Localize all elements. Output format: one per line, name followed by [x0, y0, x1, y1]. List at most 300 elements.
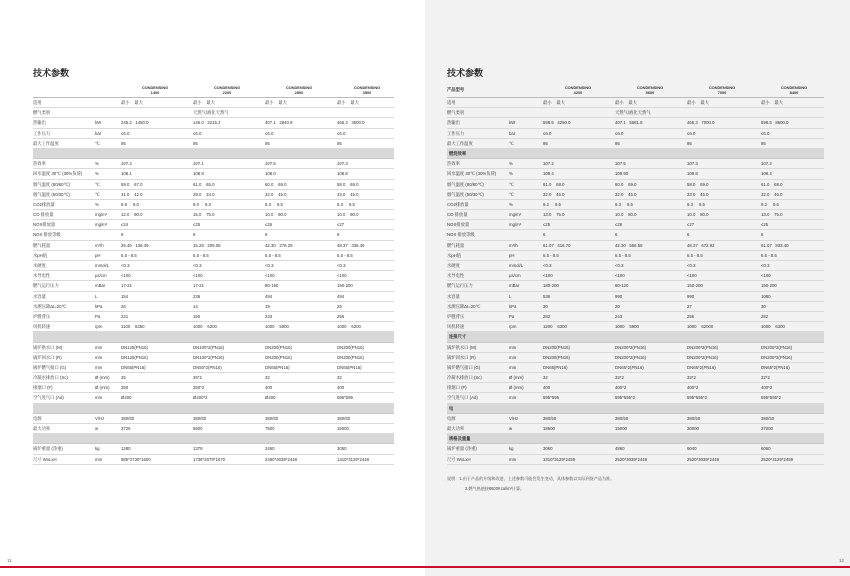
- row-value: 990: [687, 293, 695, 299]
- section-header: [447, 434, 824, 444]
- section-header: [447, 404, 824, 414]
- row-value: 最小 最大: [687, 100, 709, 105]
- table-row: [447, 383, 824, 393]
- row-value: <0.3: [337, 263, 346, 268]
- row-unit: %: [95, 201, 99, 207]
- model-name: CONDENSING: [636, 85, 664, 90]
- row-value: 最小 最大: [761, 100, 783, 105]
- row-value: 2520*3129*2459: [761, 456, 794, 462]
- row-value: 2520*3039*2449: [687, 456, 720, 462]
- row-value: 25: [337, 303, 342, 309]
- row-value: 3050: [337, 446, 347, 452]
- model-name: CONDENSING: [780, 85, 808, 90]
- row-value: 15000: [615, 426, 627, 431]
- row-value: ≤6.0: [543, 130, 552, 136]
- row-value: 400: [543, 385, 551, 391]
- row-unit: ℃: [95, 181, 100, 187]
- row-value: 10.0 80.0: [265, 212, 287, 218]
- row-value: 2520*3039*2449: [615, 456, 648, 462]
- row-value: 18500: [543, 426, 555, 431]
- row-label: CO2排放量: [447, 201, 469, 207]
- table-row: [447, 302, 824, 312]
- row-label: 锅炉燃气接口 (G): [447, 364, 481, 370]
- row-value: 6: [193, 232, 196, 238]
- row-value: 108.9: [193, 171, 204, 177]
- row-value: 14: [193, 303, 198, 309]
- model-number: 3500: [362, 90, 372, 95]
- row-value: DN200*2(PN16): [761, 354, 793, 360]
- row-value: DN65*2(PN16): [687, 364, 716, 370]
- table-row: [447, 455, 824, 465]
- row-value: 13.0 75.0: [543, 212, 565, 218]
- row-value: 282: [761, 313, 769, 319]
- row-value: Ø200: [265, 395, 276, 401]
- row-value: 9.3 9.5: [687, 201, 705, 207]
- row-value: <100: [121, 273, 131, 279]
- row-unit: ℃: [95, 191, 100, 197]
- row-value: 33.0 45.0: [337, 191, 359, 197]
- row-value: DN100*2(PN16): [193, 344, 225, 350]
- row-value: 6.5 - 8.5: [543, 252, 559, 258]
- row-value: 32*2: [687, 375, 696, 381]
- row-value: ≤24: [121, 222, 129, 228]
- row-value: 天然气/液化天然气: [193, 110, 229, 116]
- row-value: 25.46 138.49: [121, 242, 149, 248]
- row-unit: %: [509, 201, 513, 207]
- table-row: [33, 343, 394, 353]
- row-value: 1738*2079*1670: [193, 456, 226, 462]
- row-value: DN65(PN16): [337, 364, 362, 370]
- row-value: 108.4: [543, 171, 554, 177]
- row-value: 9.3 9.5: [337, 201, 355, 207]
- row-value: 282: [543, 313, 551, 319]
- row-value: DN200(PN16): [337, 344, 364, 350]
- row-value: 256: [687, 313, 695, 319]
- row-value: 32*2: [761, 375, 770, 381]
- row-value: <100: [687, 273, 697, 279]
- model-header: [121, 85, 189, 95]
- row-unit: ℃: [509, 181, 514, 187]
- table-row: [33, 424, 394, 434]
- table-row: [447, 261, 824, 271]
- table-row: [33, 251, 394, 261]
- model-number: 1400: [150, 90, 160, 95]
- row-value: 32.0 46.0: [761, 191, 783, 197]
- row-unit: m³/h: [509, 242, 518, 248]
- row-unit: mmol/L: [509, 263, 524, 268]
- header-label: 产品型号: [447, 87, 465, 92]
- row-label: 空气进气口 (Ad): [33, 395, 64, 401]
- row-value: 180-200: [543, 283, 559, 289]
- row-value: 494: [265, 293, 273, 299]
- row-value: 26: [121, 303, 126, 309]
- table-row: [33, 98, 394, 108]
- table-row: [447, 190, 824, 200]
- table-row: [33, 363, 394, 373]
- table-row: [447, 393, 824, 403]
- row-value: ≤6.0: [337, 130, 346, 136]
- row-value: 32*2: [615, 375, 624, 381]
- row-value: 95: [193, 140, 198, 146]
- table-header: [447, 82, 824, 98]
- row-value: 60.0 69.0: [615, 181, 637, 187]
- row-value: ≤25: [543, 222, 551, 228]
- row-value: 32.0 45.0: [265, 191, 287, 197]
- footer-bar: [0, 566, 850, 568]
- row-value: 6: [687, 232, 690, 238]
- row-unit: mm: [509, 395, 517, 401]
- model-header: [615, 85, 685, 95]
- table-row: [33, 230, 394, 240]
- row-value: 61.0 68.0: [543, 181, 565, 187]
- row-unit: w: [95, 426, 99, 431]
- row-label: 排烟口 (F): [447, 385, 467, 391]
- row-value: 108.1: [121, 171, 132, 177]
- row-unit: kW: [95, 120, 102, 126]
- table-row: [33, 281, 394, 291]
- model-name: CONDENSING: [708, 85, 736, 90]
- row-value: ≤6.0: [615, 130, 624, 136]
- row-value: 9.3 9.5: [265, 201, 283, 207]
- row-unit: mm: [95, 395, 103, 401]
- row-value: 536: [543, 293, 551, 299]
- row-value: 42.30 556.58: [615, 242, 643, 248]
- table-row: [33, 241, 394, 251]
- row-label: 最大工作温度: [447, 140, 473, 146]
- row-label: 适用: [33, 100, 42, 105]
- row-value: 95: [337, 140, 342, 146]
- row-value: 95: [121, 140, 126, 146]
- row-value: <0.3: [265, 263, 274, 268]
- row-label: 水测压降Δt=20℃: [447, 303, 481, 309]
- row-unit: kPa: [509, 303, 517, 309]
- row-value: 7500: [265, 426, 275, 431]
- row-value: DN200(PN16): [265, 354, 292, 360]
- row-label: NOX 排放等级: [447, 232, 475, 238]
- row-label: 尺寸 WxLxH: [447, 456, 471, 462]
- row-label: 风机转速: [447, 324, 465, 330]
- row-value: 48.37 336.46: [337, 242, 365, 248]
- row-value: 最小 最大: [121, 100, 143, 105]
- model-number: 8400: [789, 90, 799, 95]
- row-label: NOX排放量: [447, 222, 470, 228]
- row-unit: ℃: [95, 140, 100, 146]
- row-label: 水硬度: [447, 263, 460, 268]
- model-name: CONDENSING: [285, 85, 313, 90]
- row-value: 2460: [265, 446, 275, 452]
- row-value: 150-200: [761, 283, 777, 289]
- row-value: DN200(PN16): [543, 354, 570, 360]
- row-label: 水pH值: [33, 252, 48, 258]
- row-value: <100: [615, 273, 625, 279]
- row-label: 冷凝水排放口 (Sc): [447, 375, 482, 381]
- table-row: [447, 98, 824, 108]
- section-title: 燃烧效率: [449, 150, 467, 156]
- table-row: [447, 271, 824, 281]
- row-value: 25: [121, 375, 126, 381]
- row-value: DN65*2(PN16): [615, 364, 644, 370]
- row-value: DN65(PN16): [121, 364, 146, 370]
- row-value: 380/50: [265, 415, 279, 421]
- table-row: [33, 302, 394, 312]
- section-header: [447, 332, 824, 342]
- row-unit: Pa: [509, 313, 515, 319]
- row-label: 锅炉供水口 (M): [447, 344, 477, 350]
- row-value: 107.3: [687, 161, 698, 167]
- page-title: 技术参数: [33, 69, 70, 79]
- row-label: NOX排放量: [33, 222, 56, 228]
- row-value: 95: [687, 140, 692, 146]
- row-value: 380/50: [337, 415, 351, 421]
- row-value: 6.5 - 8.5: [687, 252, 703, 258]
- row-label: 锅炉回水口 (R): [33, 354, 62, 360]
- page-title: 技术参数: [447, 69, 484, 79]
- row-value: 最小 最大: [337, 100, 359, 105]
- row-value: 32.0 45.0: [615, 191, 637, 197]
- table-row: [447, 343, 824, 353]
- row-unit: mg/m³: [509, 222, 522, 228]
- model-name: CONDENSING: [213, 85, 241, 90]
- row-label: 燃气耗量: [33, 242, 51, 248]
- section-title: 电: [449, 405, 454, 411]
- row-value: 17-21: [193, 283, 204, 289]
- row-label: 水硬度: [33, 263, 46, 268]
- row-value: 10.0 80.0: [337, 212, 359, 218]
- row-value: 6.5 - 8.5: [193, 252, 209, 258]
- row-unit: ℃: [509, 191, 514, 197]
- row-value: 154: [121, 293, 129, 299]
- row-value: 59.0 67.0: [121, 181, 143, 187]
- table-row: [33, 169, 394, 179]
- row-label: 炉膛背压: [447, 313, 465, 319]
- row-unit: L: [509, 293, 512, 299]
- row-label: 适用: [447, 100, 456, 105]
- table-row: [447, 424, 824, 434]
- row-value: DN65(PN16): [543, 364, 568, 370]
- row-unit: mg/m³: [95, 212, 108, 218]
- row-unit: pH: [509, 252, 515, 258]
- row-unit: %: [95, 171, 99, 177]
- model-name: CONDENSING: [564, 85, 592, 90]
- row-value: 61.07 416.70: [543, 242, 571, 248]
- row-value: 108.0: [265, 171, 276, 177]
- row-value: 最小 最大: [543, 100, 565, 105]
- row-unit: mm: [95, 344, 103, 350]
- model-header: [761, 85, 827, 95]
- row-unit: V/Hz: [509, 415, 519, 421]
- row-unit: mg/m³: [509, 212, 522, 218]
- row-value: 380/50: [615, 415, 629, 421]
- row-label: CO2排放量: [33, 201, 55, 207]
- row-value: 250: [121, 385, 129, 391]
- row-label: 热效率: [447, 161, 460, 167]
- row-unit: w: [509, 426, 513, 431]
- row-value: DN200*2(PN16): [687, 344, 719, 350]
- row-unit: V/Hz: [95, 415, 105, 421]
- row-value: 15000: [337, 426, 349, 431]
- row-value: <0.3: [761, 263, 770, 268]
- row-value: 595*595: [543, 395, 560, 401]
- row-value: 30: [543, 303, 548, 309]
- row-unit: %: [95, 161, 99, 167]
- row-value: 6040: [687, 446, 697, 452]
- row-value: ≤6.0: [121, 130, 130, 136]
- model-number: 4200: [573, 90, 583, 95]
- row-value: 6.5 - 8.5: [121, 252, 137, 258]
- row-unit: ℃: [509, 140, 514, 146]
- table-row: [447, 180, 824, 190]
- row-label: 回水温度 30℃ (30%负荷): [447, 171, 497, 177]
- row-value: 108.8: [687, 171, 698, 177]
- row-value: 5500: [193, 426, 203, 431]
- row-value: ≤26: [615, 222, 623, 228]
- row-value: DN200(PN16): [337, 354, 364, 360]
- row-value: <100: [543, 273, 553, 279]
- row-value: 3060: [543, 446, 553, 452]
- row-unit: mBar: [95, 283, 106, 289]
- model-header: [193, 85, 261, 95]
- row-value: 243: [615, 313, 623, 319]
- table-row: [33, 210, 394, 220]
- row-value: ≤25: [761, 222, 769, 228]
- row-unit: mm: [509, 364, 517, 370]
- row-value: 6.5 - 8.5: [337, 252, 353, 258]
- row-label: 燃气耗量: [447, 242, 465, 248]
- row-value: DN125(PN16): [121, 354, 148, 360]
- row-value: 1100 6350: [121, 324, 145, 330]
- model-header: [265, 85, 333, 95]
- row-unit: mmol/L: [95, 263, 110, 268]
- row-value: 256: [337, 313, 345, 319]
- table-row: [447, 444, 824, 454]
- row-value: 146.0 2215.2: [193, 120, 221, 126]
- table-row: [447, 200, 824, 210]
- page-number-left: 11: [7, 558, 12, 563]
- table-row: [447, 322, 824, 332]
- table-row: [447, 353, 824, 363]
- table-row: [33, 190, 394, 200]
- row-value: 400: [265, 385, 273, 391]
- row-unit: kg: [95, 446, 100, 452]
- row-value: ≤6.0: [193, 130, 202, 136]
- row-label: 回水温度 30℃ (30%负荷): [33, 171, 83, 177]
- note-line-1: 说明：1.由于产品的升级和改进，上述参数可能会发生变动，具体参数以实际到货产品为准。: [447, 476, 615, 481]
- row-label: 最大功率: [33, 426, 51, 431]
- row-value: 380/50: [687, 415, 701, 421]
- row-label: 燃气类别: [447, 110, 465, 116]
- row-value: 最小 最大: [265, 100, 287, 105]
- table-row: [33, 118, 394, 128]
- row-value: 最小 最大: [615, 100, 637, 105]
- row-label: 水测压降Δt=20℃: [33, 303, 67, 309]
- row-unit: %: [509, 171, 513, 177]
- row-unit: rpm: [95, 324, 103, 330]
- table-row: [447, 159, 824, 169]
- row-value: 58.0 69.0: [687, 181, 709, 187]
- section-header: [33, 434, 394, 444]
- section-header: [33, 332, 394, 342]
- row-label: CO 排放量: [447, 212, 468, 218]
- row-unit: rpm: [509, 324, 517, 330]
- row-value: <0.3: [193, 263, 202, 268]
- row-value: 30000: [687, 426, 699, 431]
- row-label: 电源: [447, 415, 456, 421]
- row-value: 48.37 672.92: [687, 242, 715, 248]
- row-value: 15.0 75.0: [193, 212, 215, 218]
- row-label: 锅炉重量 (净重): [33, 446, 63, 452]
- table-row: [447, 414, 824, 424]
- row-unit: mm: [95, 456, 103, 462]
- row-unit: Ø (mm): [95, 385, 110, 391]
- row-value: 466.3 7000.0: [687, 120, 715, 126]
- row-value: 95: [543, 140, 548, 146]
- row-value: 9.2 9.6: [543, 201, 561, 207]
- table-row: [447, 251, 824, 261]
- row-value: 494: [337, 293, 345, 299]
- row-value: 32: [543, 375, 548, 381]
- table-row: [447, 281, 824, 291]
- row-value: 150-200: [687, 283, 703, 289]
- row-value: ≤26: [265, 222, 273, 228]
- row-value: 61.0 68.0: [761, 181, 783, 187]
- row-value: DN200*2(PN16): [761, 344, 793, 350]
- row-label: 空气进气口 (Ad): [447, 395, 478, 401]
- row-value: 61.0 65.0: [193, 181, 215, 187]
- table-row: [447, 210, 824, 220]
- row-label: 烟气温度 (50/30℃): [33, 191, 70, 197]
- row-value: 107.3: [337, 161, 348, 167]
- table-row: [33, 139, 394, 149]
- row-value: 3726: [121, 426, 131, 431]
- row-label: 锅炉燃气接口 (G): [33, 364, 67, 370]
- row-value: 19: [265, 303, 270, 309]
- row-value: 150: [193, 313, 201, 319]
- row-value: 6: [265, 232, 268, 238]
- model-header: [687, 85, 757, 95]
- table-row: [33, 180, 394, 190]
- row-value: 30: [761, 303, 766, 309]
- table-row: [447, 241, 824, 251]
- row-value: 380/50: [761, 415, 775, 421]
- row-value: 407.1 2840.9: [265, 120, 293, 126]
- model-number: 5600: [645, 90, 655, 95]
- row-label: 热输出: [33, 120, 46, 126]
- row-value: 236: [193, 293, 201, 299]
- table-row: [33, 444, 394, 454]
- row-value: ≤6.0: [265, 130, 274, 136]
- row-value: 20: [615, 303, 620, 309]
- row-value: DN50*2(PN16): [193, 364, 222, 370]
- row-unit: mm: [95, 354, 103, 360]
- row-value: 95: [265, 140, 270, 146]
- row-value: 32: [265, 375, 270, 381]
- row-value: 108.4: [761, 171, 772, 177]
- table-row: [33, 220, 394, 230]
- row-value: ≤6.0: [687, 130, 696, 136]
- row-value: 595*595: [337, 395, 354, 401]
- row-value: 37000: [761, 426, 773, 431]
- row-label: 燃气运行压力: [33, 283, 59, 289]
- model-number: 2200: [222, 90, 232, 95]
- row-value: 380/50: [121, 415, 135, 421]
- row-value: 25*2: [193, 375, 202, 381]
- table-row: [447, 129, 824, 139]
- section-title: 连接尺寸: [449, 334, 467, 340]
- section-header: [33, 404, 394, 414]
- row-unit: μs/cm: [95, 273, 107, 279]
- row-label: CO 排放量: [33, 212, 54, 218]
- table-row: [33, 271, 394, 281]
